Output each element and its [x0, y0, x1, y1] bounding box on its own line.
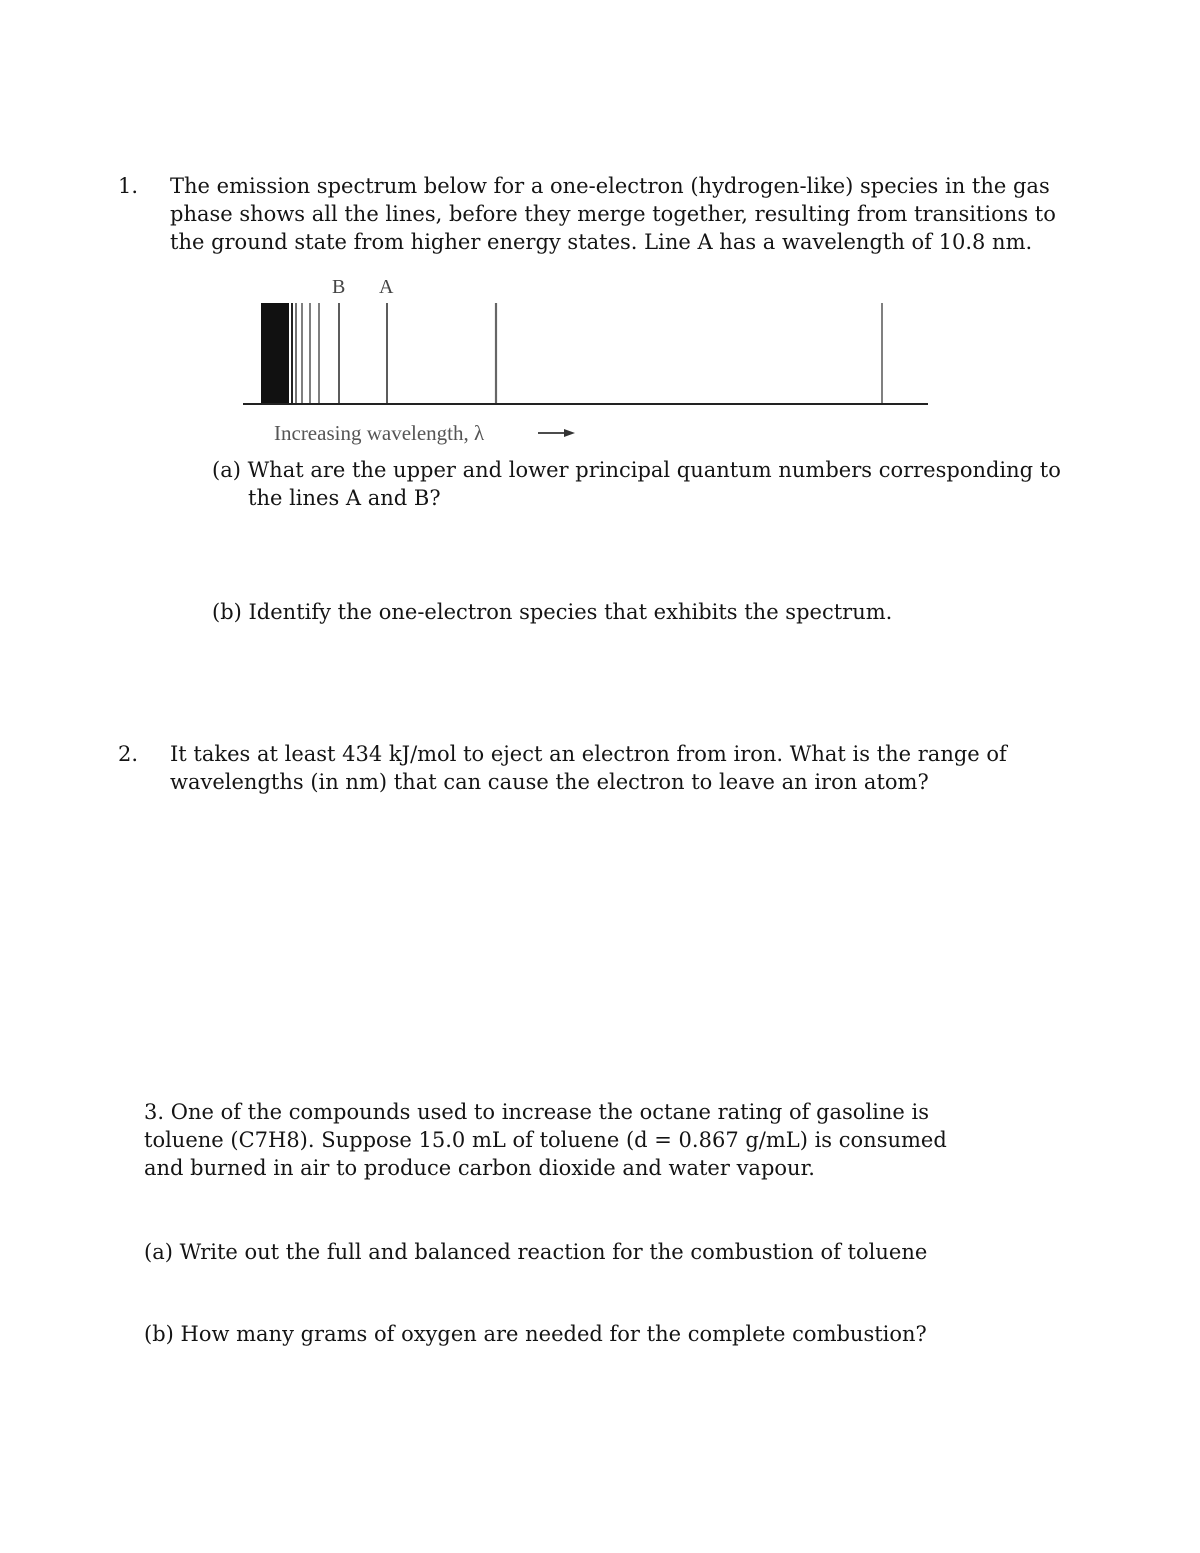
question-2-text: It takes at least 434 kJ/mol to eject an electron from iron. What is the range of wavelengths (in nm) that can cause the electron to leave an iron atom?: [170, 742, 1007, 794]
question-3-part-a: (a) Write out the full and balanced reaction for the combustion of toluene: [144, 1240, 928, 1264]
series-limit-band: [261, 303, 289, 404]
question-3-number: 3.: [144, 1100, 165, 1124]
emission-spectrum-figure: [238, 268, 938, 454]
question-1-part-b: (b) Identify the one-electron species that exhibits the spectrum.: [212, 600, 893, 624]
right-arrow-icon: [538, 429, 575, 437]
question-3-text: One of the compounds used to increase the octane rating of gasoline is toluene (C7H8). Suppose 15.0 mL of toluene (d = 0.867 g/mL) is consumed and burned in air to produce carbon dioxide and water vapour.: [144, 1100, 947, 1180]
wavelength-axis-label: Increasing wavelength, λ: [274, 421, 485, 445]
question-2-number: 2.: [118, 742, 139, 766]
question-3-part-b: (b) How many grams of oxygen are needed for the complete combustion?: [144, 1322, 927, 1346]
question-2: [118, 740, 1010, 796]
question-1-text: The emission spectrum below for a one-electron (hydrogen-like) species in the gas phase shows all the lines, before they merge together, resulting from transitions to the ground state from higher energy states. Line A has a wavelength of 10.8 nm.: [170, 174, 1056, 254]
question-1-number: 1.: [118, 174, 139, 198]
question-1-part-a: (a) What are the upper and lower principal quantum numbers corresponding to the lines A and B?: [212, 458, 1061, 510]
question-3: [144, 1098, 984, 1182]
line-b-label: B: [332, 276, 346, 298]
question-1: [118, 172, 1070, 256]
line-a-label: A: [379, 276, 394, 298]
